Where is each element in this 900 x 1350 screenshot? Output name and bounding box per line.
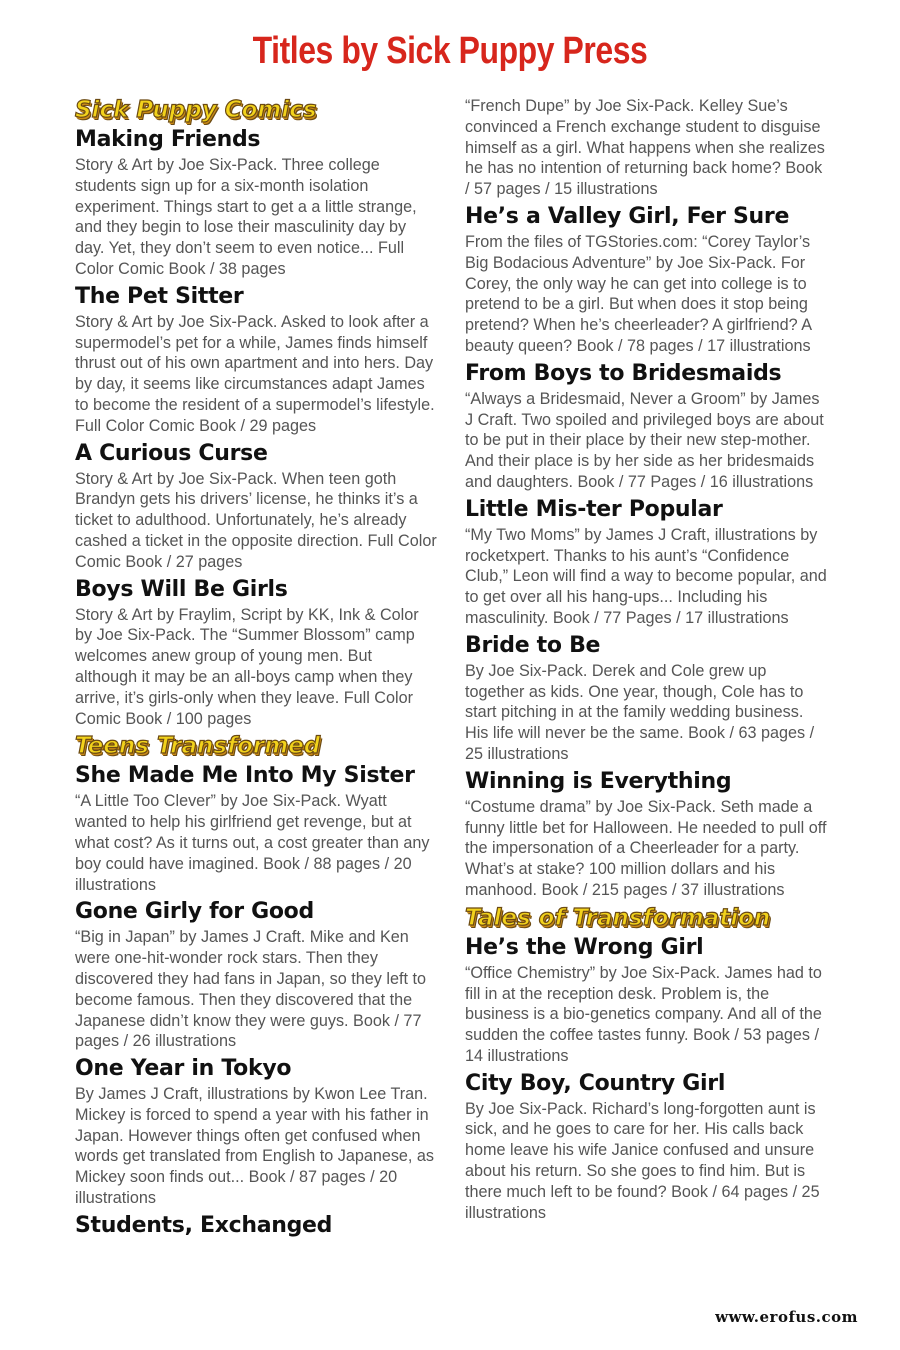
book-title-city-boy: City Boy, Country Girl	[465, 1070, 726, 1096]
watermark: www.erofus.com	[715, 1308, 858, 1326]
book-desc-gone-girly: “Big in Japan” by James J Craft. Mike and Ken were one-hit-wonder rock stars. Then they discovered they had fans in Japan, so they left to become famous. Then they discovered that the Japanese didn’t know they were guys. Book / 77 pages / 26 illustrations	[75, 928, 426, 1051]
book-desc-boys-to-bridesmaids: “Always a Bridesmaid, Never a Groom” by James J Craft. Two spoiled and privileged boys are about to be put in their place by their new step-mother. And their place is by her side as her bridesmaids and daughters. Book / 77 Pages / 16 illustrations	[465, 389, 824, 491]
book-title-curious-curse: A Curious Curse	[75, 440, 268, 466]
book-title-she-made-me: She Made Me Into My Sister	[75, 763, 415, 789]
book-desc-pet-sitter: Story & Art by Joe Six-Pack. Asked to look after a supermodel’s pet for a while, James finds himself thrust out of his own apartment and into hers. Day by day, it seems like circumstances adapt James to become the resident of a supermodel’s lifestyle. Full Color Comic Book / 29 pages	[75, 312, 435, 435]
book-title-boys-will-be-girls: Boys Will Be Girls	[75, 576, 288, 602]
book-title-boys-to-bridesmaids: From Boys to Bridesmaids	[465, 360, 782, 386]
book-desc-she-made-me: “A Little Too Clever” by Joe Six-Pack. Wyatt wanted to help his girlfriend get revenge, but at what cost? As it turns out, a cost greater than any boy could have imagined. Book / 88 pages / 20 illustrations	[75, 792, 430, 894]
book-title-valley-girl: He’s a Valley Girl, Fer Sure	[465, 203, 790, 229]
book-desc-french-dupe: “French Dupe” by Joe Six-Pack. Kelley Sue’s convinced a French exchange student to disguise himself as a girl. What happens when she realizes he has no intention of returning back home? Book / 57 pages / 15 illustrations	[465, 97, 825, 199]
book-title-one-year-tokyo: One Year in Tokyo	[75, 1056, 292, 1082]
book-title-little-mister-popular: Little Mis-ter Popular	[465, 496, 723, 522]
book-title-pet-sitter: The Pet Sitter	[75, 283, 244, 309]
book-desc-winning-is-everything: “Costume drama” by Joe Six-Pack. Seth made a funny little bet for Halloween. He needed to pull off the impersonation of a Cheerleader for a party. What’s at stake? 100 million dollars and his manhood. Book / 215 pages / 37 illustrations	[465, 797, 827, 899]
book-desc-bride-to-be: By Joe Six-Pack. Derek and Cole grew up together as kids. One year, though, Cole has to start pitching in at the family wedding business. His life will never be the same. Book / 63 pages / 25 illustrations	[465, 661, 815, 763]
book-desc-city-boy: By Joe Six-Pack. Richard’s long-forgotten aunt is sick, and he goes to care for her. His calls back home leave his wife Janice confused and unsure about his return. So she goes to find him. But is there much left to be found? Book / 64 pages / 25 illustrations	[465, 1099, 820, 1222]
book-desc-wrong-girl: “Office Chemistry” by Joe Six-Pack. James had to fill in at the reception desk. Problem is, the business is a bio-genetics company. And all of the sudden the coffee tastes funny. Book / 53 pages / 14 illustrations	[465, 963, 822, 1065]
book-title-wrong-girl: He’s the Wrong Girl	[465, 934, 704, 960]
book-title-winning-is-everything: Winning is Everything	[465, 768, 732, 794]
section-header-tales-of-transformation: Tales of Transformation	[465, 904, 771, 931]
section-header-teens-transformed: Teens Transformed	[75, 733, 321, 760]
book-title-making-friends: Making Friends	[75, 127, 261, 152]
book-desc-making-friends: Story & Art by Joe Six-Pack. Three college students sign up for a six-month isolation experiment. Things start to get a a little strange, and they begin to lose their masculinity day by day. Yet, they don’t seem to even notice... Full Color Comic Book / 38 pages	[75, 156, 417, 278]
book-title-students-exchanged: Students, Exchanged	[75, 1212, 333, 1238]
book-desc-curious-curse: Story & Art by Joe Six-Pack. When teen goth Brandyn gets his drivers’ license, he thinks it’s a ticket to adulthood. Unfortunately, he’s already cashed a ticket in the opposite direction. Full Color Comic Book / 27 pages	[75, 469, 437, 571]
book-title-gone-girly: Gone Girly for Good	[75, 899, 314, 925]
book-desc-boys-will-be-girls: Story & Art by Fraylim, Script by KK, Ink & Color by Joe Six-Pack. The “Summer Blossom” camp welcomes anew group of young men. But although it may be an all-boys camp when they arrive, it’s girls-only when they leave. Full Color Comic Book / 100 pages	[75, 605, 419, 728]
book-title-bride-to-be: Bride to Be	[465, 632, 601, 658]
left-column	[75, 95, 437, 1241]
page-title: Titles by Sick Puppy Press	[252, 30, 648, 72]
book-desc-one-year-tokyo: By James J Craft, illustrations by Kwon Lee Tran. Mickey is forced to spend a year with his father in Japan. However things often get confused when words get translated from English to Japanese, as Mickey soon finds out... Book / 87 pages / 20 illustrations	[75, 1085, 435, 1208]
book-desc-little-mister-popular: “My Two Moms” by James J Craft, illustrations by rocketxpert. Thanks to his aunt’s “Confidence Club,” Leon will find a way to become popular, and to get over all his hang-ups... Including his masculinity. Book / 77 Pages / 17 illustrations	[465, 525, 827, 627]
book-desc-valley-girl: From the files of TGStories.com: “Corey Taylor’s Big Bodacious Adventure” by Joe Six-Pack. For Corey, the only way he can get into college is to pretend to be a girl. But when does it stop being pretend? When he’s cheerleader? A girlfriend? A beauty queen? Book / 78 pages / 17 illustrations	[465, 232, 812, 355]
section-header-sick-puppy-comics: Sick Puppy Comics	[75, 97, 317, 123]
right-column	[465, 96, 827, 1225]
